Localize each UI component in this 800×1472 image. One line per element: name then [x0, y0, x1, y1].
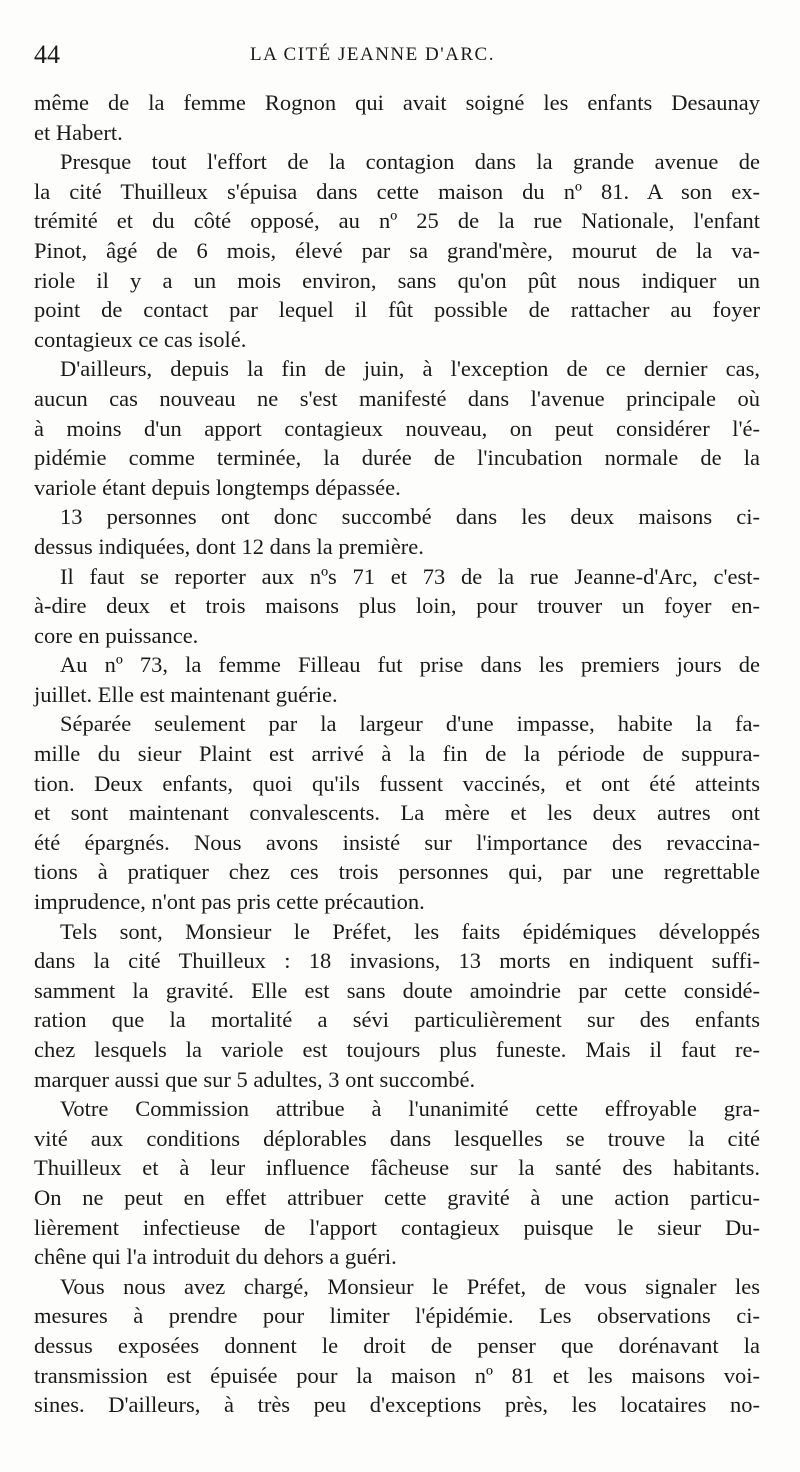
text-line: la cité Thuilleux s'épuisa dans cette maison du nº 81. A son ex- [34, 178, 760, 204]
text-line: dessus exposées donnent le droit de penser que dorénavant la [34, 1332, 760, 1358]
text-line: chez lesquels la variole est toujours plus funeste. Mais il faut re- [34, 1037, 760, 1062]
text-line: aucun cas nouveau ne s'est manifesté dans l'avenue principale où [34, 385, 760, 411]
text-line: transmission est épuisée pour la maison nº 81 et les maisons voi- [34, 1362, 760, 1388]
text-line: ration que la mortalité a sévi particulièrement sur des enfants [34, 1007, 760, 1033]
text-line: marquer aussi que sur 5 adultes, 3 ont succombé. [34, 1066, 476, 1092]
text-line: dessus indiquées, dont 12 dans la première. [34, 533, 424, 559]
text-line: chêne qui l'a introduit du dehors a guéri. [34, 1244, 397, 1270]
page-header [34, 40, 780, 74]
text-line: juillet. Elle est maintenant guérie. [34, 681, 338, 707]
text-line: pidémie comme terminée, la durée de l'incubation normale de la [34, 445, 760, 471]
text-line: Il faut se reporter aux nºs 71 et 73 de la rue Jeanne-d'Arc, c'est- [60, 563, 760, 589]
running-title: LA CITÉ JEANNE D'ARC. [250, 44, 495, 65]
text-line: Tels sont, Monsieur le Préfet, les faits épidémiques développés [60, 918, 760, 944]
text-line: Au nº 73, la femme Filleau fut prise dans les premiers jours de [60, 652, 760, 678]
text-line: riole il y a un mois environ, sans qu'on pût nous indiquer un [34, 267, 760, 293]
text-line: dans la cité Thuilleux : 18 invasions, 13 morts en indiquent suffi- [34, 948, 760, 974]
text-line: tion. Deux enfants, quoi qu'ils fussent vaccinés, et ont été atteints [34, 770, 760, 796]
text-line: mille du sieur Plaint est arrivé à la fin de la période de suppura- [34, 741, 760, 767]
text-line: et sont maintenant convalescents. La mère et les deux autres ont [34, 800, 760, 826]
text-line: à-dire deux et trois maisons plus loin, pour trouver un foyer en- [34, 593, 760, 619]
text-line: On ne peut en effet attribuer cette gravité à une action particu- [34, 1184, 760, 1210]
text-line: même de la femme Rognon qui avait soigné les enfants Desaunay [34, 90, 760, 115]
text-line: sines. D'ailleurs, à très peu d'exceptions près, les locataires no- [34, 1392, 760, 1418]
text-line: Séparée seulement par la largeur d'une impasse, habite la fa- [60, 711, 760, 737]
text-line: à moins d'un apport contagieux nouveau, on peut considérer l'é- [34, 415, 760, 441]
text-line: D'ailleurs, depuis la fin de juin, à l'exception de ce dernier cas, [60, 356, 760, 382]
text-line: mesures à prendre pour limiter l'épidémie. Les observations ci- [34, 1303, 760, 1329]
text-line: Votre Commission attribue à l'unanimité cette effroyable gra- [60, 1096, 760, 1122]
text-line: lièrement infectieuse de l'apport contagieux puisque le sieur Du- [34, 1214, 760, 1240]
text-line: Pinot, âgé de 6 mois, élevé par sa grand'mère, mourut de la va- [34, 237, 760, 263]
text-line: variole étant depuis longtemps dépassée. [34, 474, 401, 500]
text-line: trémité et du côté opposé, au nº 25 de la rue Nationale, l'enfant [34, 208, 760, 234]
text-line: Vous nous avez chargé, Monsieur le Préfet, de vous signaler les [60, 1273, 760, 1299]
text-line: core en puissance. [34, 622, 199, 648]
body-text [34, 88, 760, 1420]
text-line: vité aux conditions déplorables dans lesquelles se trouve la cité [34, 1125, 760, 1151]
text-line: 13 personnes ont donc succombé dans les deux maisons ci- [60, 504, 760, 530]
text-line: Presque tout l'effort de la contagion dans la grande avenue de [60, 149, 760, 175]
page-number: 44 [34, 40, 60, 69]
text-line: été épargnés. Nous avons insisté sur l'importance des revaccina- [34, 829, 760, 855]
text-line: tions à pratiquer chez ces trois personnes qui, par une regrettable [34, 859, 760, 885]
text-line: samment la gravité. Elle est sans doute amoindrie par cette considé- [34, 977, 760, 1003]
text-line: point de contact par lequel il fût possible de rattacher au foyer [34, 297, 760, 323]
text-line: imprudence, n'ont pas pris cette précaution. [34, 889, 425, 915]
text-line: Thuilleux et à leur influence fâcheuse sur la santé des habitants. [34, 1155, 760, 1181]
text-line: contagieux ce cas isolé. [34, 326, 247, 352]
text-line: et Habert. [34, 119, 123, 145]
